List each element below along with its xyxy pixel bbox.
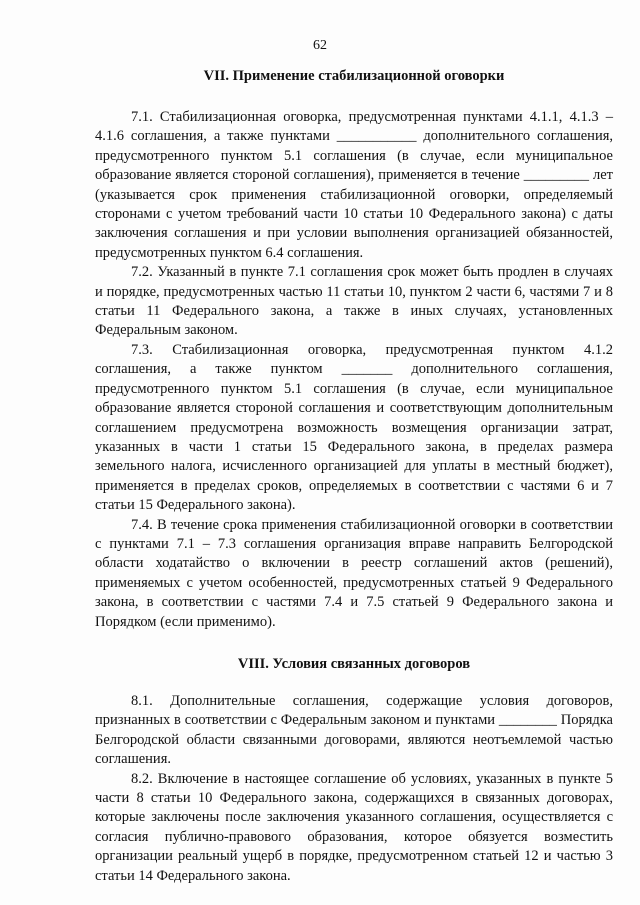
- document-body: [95, 66, 613, 886]
- paragraph-8-2: 8.2. Включение в настоящее соглашение об условиях, указанных в пункте 5 части 8 статьи 10 Федерального закона, содержащихся в связанных договорах, которые заключены после заключения указанного соглашения, осуществляется с согласия публично-правового образования, которое обязуется возместить организации реальный ущерб в порядке, предусмотренном статьей 12 и частью 3 статьи 14 Федерального закона.: [95, 770, 613, 884]
- paragraph-7-2: 7.2. Указанный в пункте 7.1 соглашения срок может быть продлен в случаях и порядке, предусмотренных частью 11 статьи 10, пунктом 2 части 6, частями 7 и 8 статьи 11 Федерального закона, а также в иных случаях, установленных Федеральным законом.: [95, 264, 613, 339]
- section-7-title: VII. Применение стабилизационной оговорки: [203, 68, 505, 84]
- paragraph-7-3: 7.3. Стабилизационная оговорка, предусмотренная пунктом 4.1.2 соглашения, а также пунктом _______ дополнительного соглашения, предусмотренного пунктом 5.1 соглашения (в случае, если муниципальное образование является стороной соглашения и соответствующим дополнительным соглашением предусмотрена возможность возмещения организации затрат, указанных в части 1 статьи 15 Федерального закона, в пределах размера земельного налога, исчисленного организацией для уплаты в местный бюджет), применяется в пределах сроков, определяемых в соответствии с частями 6 и 7 статьи 15 Федерального закона).: [95, 341, 613, 514]
- paragraph-8-1: 8.1. Дополнительные соглашения, содержащие условия договоров, признанных в соответствии с Федеральным законом и пунктами ________ Порядка Белгородской области связанными договорами, являются неотъемлемой частью соглашения.: [95, 692, 613, 768]
- paragraph-7-1: 7.1. Стабилизационная оговорка, предусмотренная пунктами 4.1.1, 4.1.3 – 4.1.6 соглашения, а также пунктами ___________ дополнительного соглашения, предусмотренного пунктом 5.1 соглашения (в случае, если муниципальное образование является стороной соглашения), применяется в течение _________ лет (указывается срок применения стабилизационной оговорки, определяемый сторонами с учетом требований части 10 статьи 10 Федерального закона) с даты заключения соглашения и при условии выполнения организацией обязанностей, предусмотренных пунктом 6.4 соглашения.: [95, 109, 613, 261]
- paragraph-7-4: 7.4. В течение срока применения стабилизационной оговорки в соответствии с пунктами 7.1 – 7.3 соглашения организация вправе направить Белгородской области ходатайство о включении в реестр соглашений актов (решений), применяемых с учетом особенностей, предусмотренных статьей 9 Федерального закона, в соответствии с частями 7.4 и 7.5 статьей 9 Федерального закона и Порядком (если применимо).: [95, 516, 613, 630]
- section-8-title: VIII. Условия связанных договоров: [237, 655, 471, 672]
- page-number: 62: [313, 38, 327, 53]
